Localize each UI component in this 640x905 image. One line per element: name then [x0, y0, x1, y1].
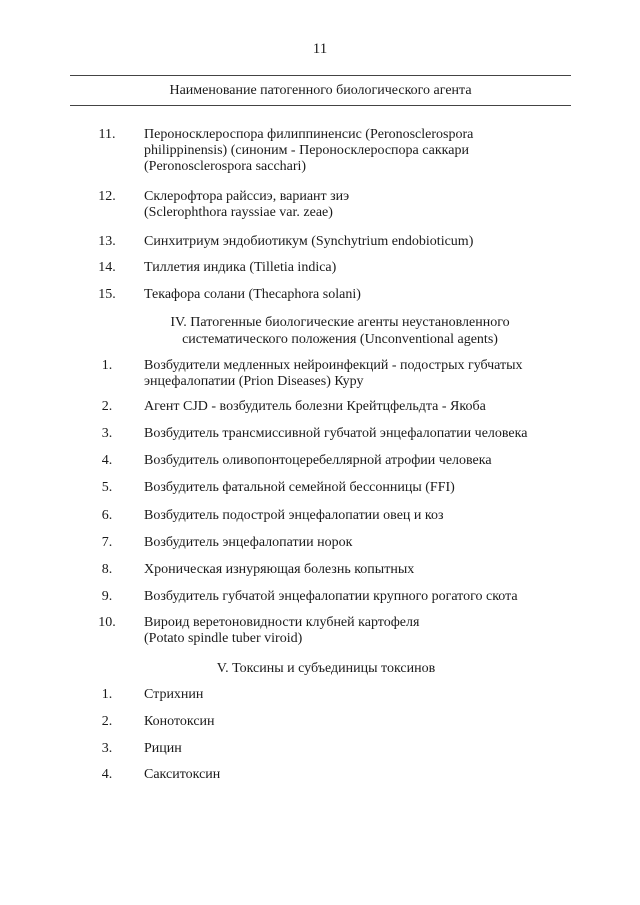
item-number: 6. — [101, 508, 113, 523]
item-text — [144, 358, 564, 390]
item-text-line: (Peronosclerospora sacchari) — [144, 159, 307, 174]
item-number: 1. — [101, 687, 113, 702]
item-text-line: Возбудитель подострой энцефалопатии овец и коз — [144, 508, 444, 523]
item-number: 15. — [98, 287, 116, 302]
section-heading-v — [0, 660, 640, 677]
item-text-line: Пероносклероспора филиппиненсис (Peronosclerospora — [144, 127, 474, 142]
item-text-line: Возбудитель энцефалопатии норок — [144, 535, 353, 550]
item-text-line: Склерофтора райссиэ, вариант зиэ — [144, 189, 350, 204]
item-text — [144, 453, 564, 469]
item-text — [144, 287, 564, 303]
page-number: 11 — [312, 41, 328, 57]
item-text — [144, 480, 564, 496]
item-text — [144, 767, 564, 783]
table-header: Наименование патогенного биологического агента — [169, 83, 472, 98]
item-number: 3. — [101, 741, 113, 756]
item-number: 5. — [101, 480, 113, 495]
item-number: 12. — [98, 189, 116, 204]
section-heading-iv — [0, 314, 640, 348]
item-text — [144, 741, 564, 757]
item-text-line: Агент CJD - возбудитель болезни Крейтцфельдта - Якоба — [144, 399, 486, 414]
item-number: 9. — [101, 589, 113, 604]
item-text — [144, 127, 564, 175]
item-text-line: Вироид веретоновидности клубней картофеля — [144, 615, 420, 630]
item-text-line: (Potato spindle tuber viroid) — [144, 631, 303, 646]
item-number: 3. — [101, 426, 113, 441]
header-rule-top — [70, 75, 571, 76]
item-text — [144, 234, 564, 250]
item-number: 1. — [101, 358, 113, 373]
item-text — [144, 260, 564, 276]
item-number: 13. — [98, 234, 116, 249]
item-text-line: (Sclerophthora rayssiae var. zeae) — [144, 205, 333, 220]
item-text — [144, 687, 564, 703]
item-number: 2. — [101, 399, 113, 414]
section-heading-line: V. Токсины и субъединицы токсинов — [216, 661, 436, 676]
item-text-line: Конотоксин — [144, 714, 215, 729]
item-number: 10. — [98, 615, 116, 630]
item-text-line: Стрихнин — [144, 687, 204, 702]
item-number: 8. — [101, 562, 113, 577]
item-number: 2. — [101, 714, 113, 729]
item-number: 4. — [101, 767, 113, 782]
item-text — [144, 714, 564, 730]
section-heading-line: систематического положения (Unconventional agents) — [182, 332, 498, 347]
section-heading-line: IV. Патогенные биологические агенты неустановленного — [170, 315, 510, 330]
item-text — [144, 399, 564, 415]
item-text-line: энцефалопатии (Prion Diseases) Куру — [144, 374, 364, 389]
item-text-line: Возбудитель трансмиссивной губчатой энцефалопатии человека — [144, 426, 528, 441]
item-text-line: Возбудитель оливопонтоцеребеллярной атрофии человека — [144, 453, 492, 468]
item-text-line: Сакситоксин — [144, 767, 221, 782]
item-text — [144, 189, 564, 221]
header-rule-bottom — [70, 105, 571, 106]
item-text-line: Возбудители медленных нейроинфекций - подострых губчатых — [144, 358, 523, 373]
item-number: 4. — [101, 453, 113, 468]
item-text-line: Тиллетия индика (Tilletia indica) — [144, 260, 337, 275]
item-number: 14. — [98, 260, 116, 275]
item-text — [144, 562, 564, 578]
item-text — [144, 615, 564, 647]
item-number: 11. — [98, 127, 116, 142]
item-text-line: Рицин — [144, 741, 182, 756]
item-text-line: Текафора солани (Thecaphora solani) — [144, 287, 361, 302]
item-text-line: philippinensis) (синоним - Пероносклероспора саккари — [144, 143, 469, 158]
item-number: 7. — [101, 535, 113, 550]
item-text-line: Хроническая изнуряющая болезнь копытных — [144, 562, 415, 577]
item-text-line: Возбудитель губчатой энцефалопатии крупного рогатого скота — [144, 589, 518, 604]
item-text — [144, 426, 564, 442]
item-text-line: Синхитриум эндобиотикум (Synchytrium endobioticum) — [144, 234, 474, 249]
item-text — [144, 589, 564, 605]
item-text — [144, 508, 564, 524]
item-text-line: Возбудитель фатальной семейной бессонницы (FFI) — [144, 480, 455, 495]
item-text — [144, 535, 564, 551]
